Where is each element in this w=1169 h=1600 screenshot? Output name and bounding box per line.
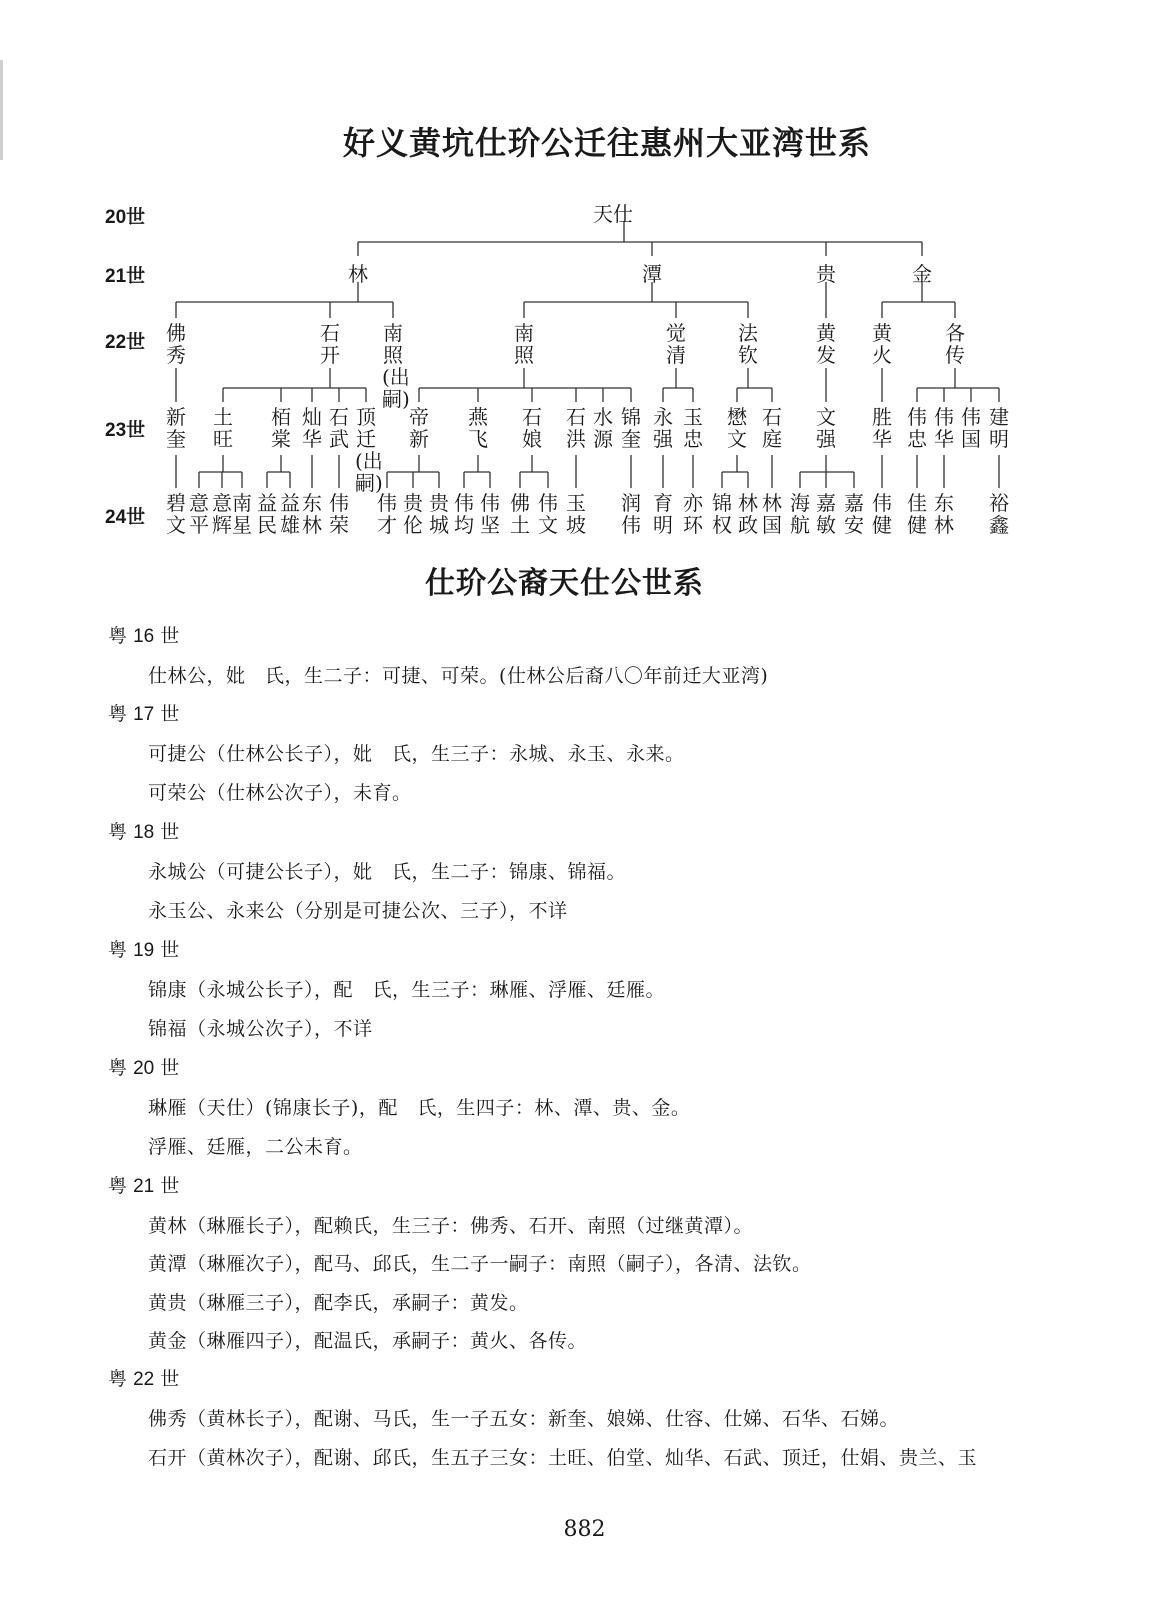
node-biwen: 碧文 [166,491,186,537]
node-jianming: 建明 [989,405,1009,451]
gen-heading-17: 粤 17 世 [108,703,180,725]
gen-label-24: 24世 [105,507,146,528]
node-runwei: 润伟 [621,491,641,537]
node-shuiyuan: 水源 [593,405,613,451]
node-guicheng: 贵城 [429,491,449,537]
node-yixiong: 益雄 [280,491,300,537]
node-jiamin: 嘉敏 [816,491,836,537]
record-line: 石开（黄林次子），配谢、邱氏，生五子三女：土旺、伯堂、灿华、石武、顶迁，仕娟、贵兰、玉 [148,1447,978,1469]
node-shihong: 石洪 [566,405,586,451]
record-line: 锦康（永城公长子），配 氏，生三子：琳雁、浮雁、廷雁。 [148,979,666,1001]
gen-heading-19: 粤 19 世 [108,939,180,961]
gen-heading-22: 粤 22 世 [108,1368,180,1390]
record-line: 永玉公、永来公（分别是可捷公次、三子），不详 [148,900,568,922]
node-xinkui: 新奎 [166,405,186,451]
node-linzheng: 林政 [738,491,758,537]
node-weihua: 伟华 [934,405,954,451]
node-yimin: 益民 [257,491,277,537]
node-haihang: 海航 [790,491,810,537]
node-huangfa: 黄发 [816,321,836,367]
record-line: 琳雁（天仕）(锦康长子)，配 氏，生四子：林、潭、贵、金。 [148,1097,691,1119]
node-yihui: 意辉 [212,491,232,537]
node-weijun: 伟均 [454,491,474,537]
node-foxiu: 佛秀 [166,321,186,367]
node-shikai: 石开 [320,321,340,367]
node-gui: 贵 [816,262,836,286]
node-weijian: 伟坚 [480,491,500,537]
gen-label-21: 21世 [105,266,146,287]
node-weiwen: 伟文 [538,491,558,537]
node-lin: 林 [348,262,368,286]
node-canhua: 灿华 [302,405,322,451]
node-jin: 金 [912,262,932,286]
node-shenghua: 胜华 [872,405,892,451]
node-yupo: 玉坡 [566,491,586,537]
node-shiwu: 石武 [329,405,349,451]
node-wenqiang: 文强 [816,405,836,451]
node-weicai: 伟才 [377,491,397,537]
record-line: 黄林（琳雁长子），配赖氏，生三子：佛秀、石开、南照（过继黄潭）。 [148,1215,754,1237]
page-number: 882 [563,1517,606,1542]
node-maowen: 懋文 [727,405,747,451]
record-line: 可捷公（仕林公长子），妣 氏，生三子：永城、永玉、永来。 [148,743,685,765]
gen-label-22: 22世 [105,332,146,353]
family-tree-lines [0,0,1169,560]
node-dingqian: 顶迁(出嗣) [355,405,383,495]
node-dixin: 帝新 [409,405,429,451]
node-huanghuo: 黄火 [872,321,892,367]
gen-heading-18: 粤 18 世 [108,821,180,843]
node-donglin2: 东林 [934,491,954,537]
node-baitang: 栢棠 [271,405,291,451]
node-shiniang: 石娘 [522,405,542,451]
section-title: 仕玠公裔天仕公世系 [425,566,704,601]
node-shiting: 石庭 [762,405,782,451]
node-jinkui: 锦奎 [621,405,641,451]
record-line: 浮雁、廷雁，二公未育。 [148,1136,363,1158]
node-nanzhao: 南照 [514,321,534,367]
gen-label-20: 20世 [105,207,146,228]
node-nanzhao-adopted-out: 南照(出嗣) [382,321,410,411]
node-yuzhong: 玉忠 [683,405,703,451]
node-linguo: 林国 [762,491,782,537]
node-donglin: 东林 [302,491,322,537]
node-fotu: 佛土 [510,491,530,537]
node-yihuan: 亦环 [683,491,703,537]
node-gechuan: 各传 [945,321,965,367]
node-tuwang: 土旺 [213,405,233,451]
node-weizhong: 伟忠 [907,405,927,451]
record-line: 黄贵（琳雁三子），配李氏，承嗣子：黄发。 [148,1292,529,1314]
record-line: 佛秀（黄林长子），配谢、马氏，生一子五女：新奎、娘娣、仕容、仕娣、石华、石娣。 [148,1408,900,1430]
node-weiguo: 伟国 [961,405,981,451]
node-yuxin: 裕鑫 [989,491,1009,537]
gen-heading-16: 粤 16 世 [108,625,180,647]
node-guilun: 贵伦 [403,491,423,537]
node-jueqing: 觉清 [666,321,686,367]
node-yongqiang: 永强 [653,405,673,451]
gen-label-23: 23世 [105,420,146,441]
node-jiaan: 嘉安 [844,491,864,537]
node-jinquan: 锦权 [712,491,732,537]
record-line: 黄金（琳雁四子），配温氏，承嗣子：黄火、各传。 [148,1330,588,1352]
record-line: 仕林公，妣 氏，生二子：可捷、可荣。(仕林公后裔八〇年前迁大亚湾) [148,665,769,687]
node-yanfei: 燕飞 [468,405,488,451]
node-faqin: 法钦 [738,321,758,367]
node-tianshi: 天仕 [593,202,633,226]
node-yuming: 育明 [653,491,673,537]
record-line: 黄潭（琳雁次子），配马、邱氏，生二子一嗣子：南照（嗣子），各清、法钦。 [148,1253,812,1275]
node-tan: 潭 [642,262,662,286]
node-weirong: 伟荣 [329,491,349,537]
gen-heading-20: 粤 20 世 [108,1057,180,1079]
node-weijian2: 伟健 [872,491,892,537]
gen-heading-21: 粤 21 世 [108,1175,180,1197]
chart-title: 好义黄坑仕玠公迁往惠州大亚湾世系 [343,124,872,162]
node-jiajian: 佳健 [907,491,927,537]
node-yiping: 意平 [189,491,209,537]
record-line: 可荣公（仕林公次子），未育。 [148,782,412,804]
record-line: 永城公（可捷公长子），妣 氏，生二子：锦康、锦福。 [148,861,627,883]
record-line: 锦福（永城公次子），不详 [148,1018,373,1040]
node-nanxing: 南星 [232,491,252,537]
